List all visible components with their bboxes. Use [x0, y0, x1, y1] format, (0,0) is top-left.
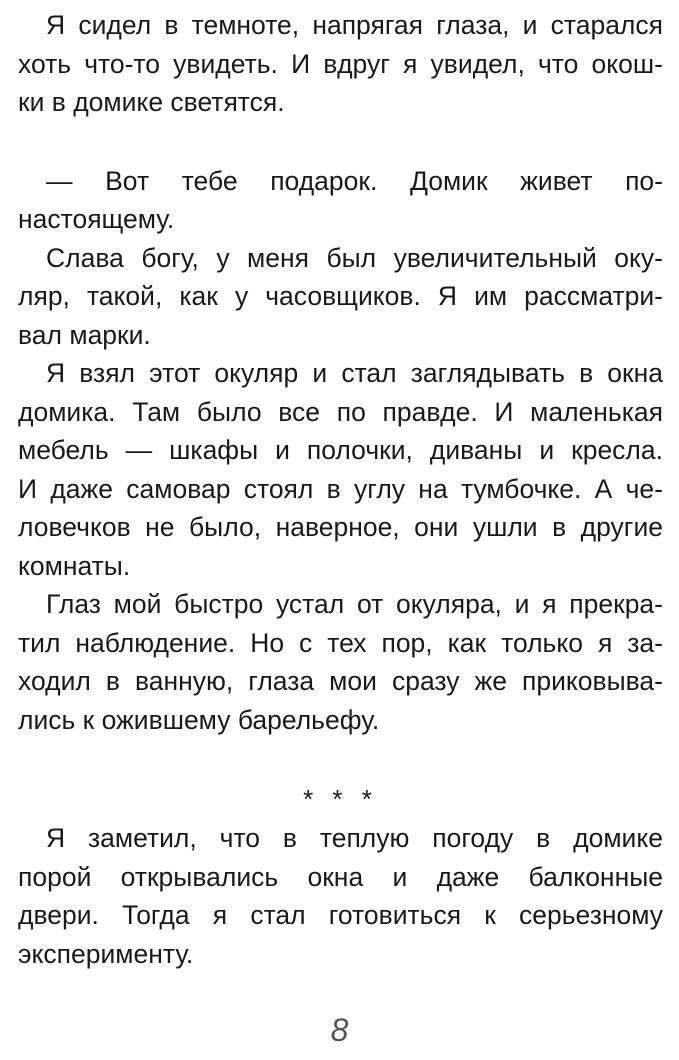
text-line: лись к ожившему барельефу. — [18, 704, 380, 735]
text-line: ки в домике светятся. — [18, 87, 285, 117]
text-line: ловечков не было, наверное, они ушли в другие — [18, 512, 663, 542]
text-line: порой открывались окна и даже балконные — [18, 861, 663, 892]
paragraph — [18, 162, 663, 239]
paragraph — [18, 239, 663, 355]
text-line: ляр, такой, как у часовщиков. Я им рассматри- — [18, 281, 663, 311]
paragraph — [18, 819, 663, 973]
text-line: настоящему. — [18, 204, 175, 234]
text-line: Глаз мой быстро устал от окуляра, и я прекра- — [46, 589, 663, 619]
text-line: И даже самовар стоял в углу на тумбочке. А че- — [18, 473, 663, 504]
paragraph — [18, 354, 663, 585]
text-line: Я взял этот окуляр и стал заглядывать в окна — [46, 358, 663, 388]
page-number: 8 — [330, 1012, 349, 1048]
text-line: эксперименту. — [18, 938, 194, 969]
text-line: тил наблюдение. Но с тех пор, как только я за- — [18, 627, 663, 658]
text-line: вал марки. — [18, 319, 151, 350]
text-line: ходил в ванную, глаза мои сразу же приковыва- — [18, 666, 663, 696]
paragraph-gap — [18, 122, 663, 162]
text-line: Я сидел в темноте, напрягая глаза, и старался — [46, 10, 663, 40]
section-separator: * * * — [303, 784, 378, 814]
paragraph — [18, 6, 663, 122]
text-line: хоть что-то увидеть. И вдруг я увидел, что окош- — [18, 48, 663, 79]
book-page — [18, 6, 663, 973]
text-line: домика. Там было все по правде. И маленькая — [18, 396, 663, 427]
text-line: — Вот тебе подарок. Домик живет по- — [46, 165, 663, 196]
text-line: двери. Тогда я стал готовиться к серьезному — [18, 900, 663, 930]
paragraph — [18, 585, 663, 739]
text-line: Слава богу, у меня был увеличительный оку- — [46, 242, 663, 273]
text-line: комнаты. — [18, 550, 131, 581]
text-line: мебель — шкафы и полочки, диваны и кресла. — [18, 435, 663, 465]
paragraph-gap — [18, 739, 663, 779]
text-line: Я заметил, что в теплую погоду в домике — [46, 823, 663, 853]
